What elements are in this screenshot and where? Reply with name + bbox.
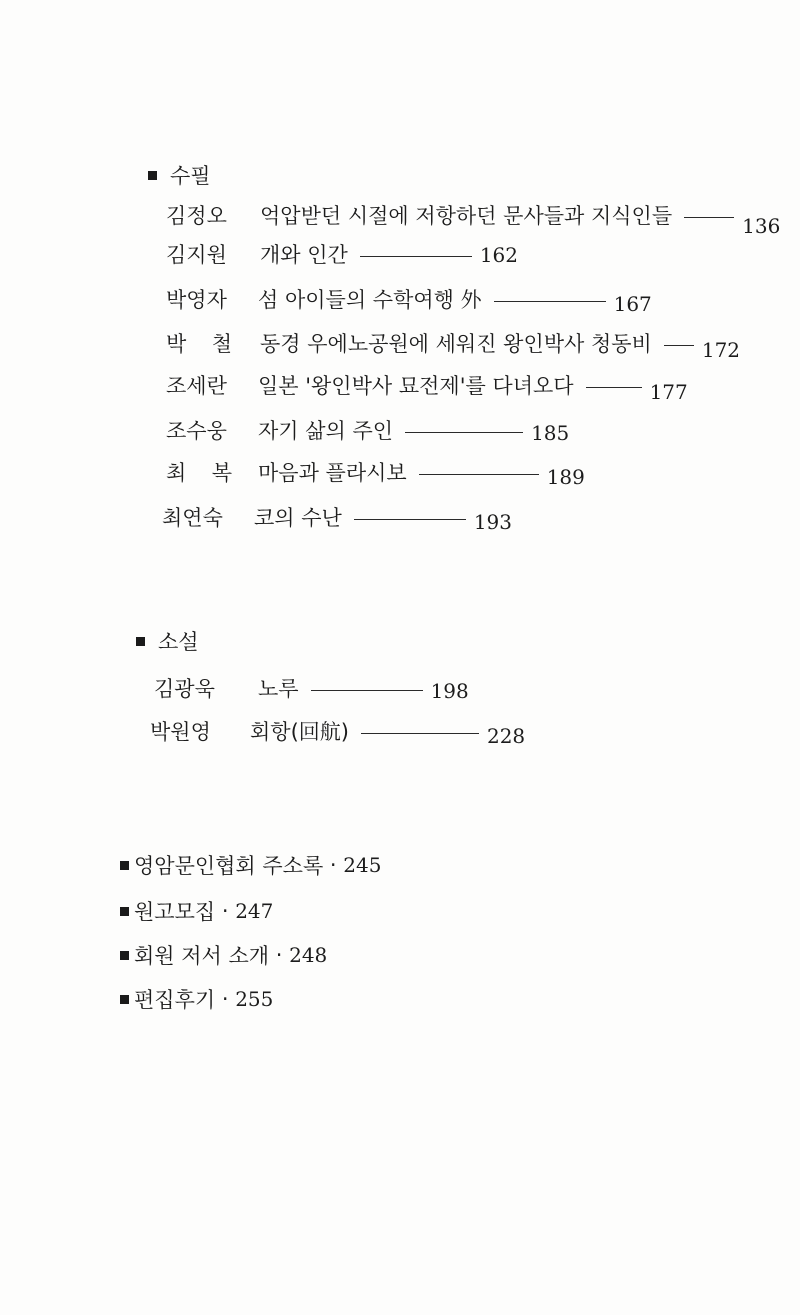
page-number: 198 bbox=[430, 679, 469, 703]
misc-item[interactable] bbox=[120, 940, 327, 970]
misc-label: 원고모집 bbox=[134, 900, 216, 924]
leader-line bbox=[586, 387, 642, 388]
page-number: 167 bbox=[613, 292, 652, 316]
page-number: 172 bbox=[701, 338, 741, 362]
author-name: 박원영 bbox=[150, 720, 211, 744]
misc-label: 회원 저서 소개 bbox=[134, 944, 270, 968]
section-heading-novel bbox=[136, 626, 199, 656]
separator-dot: · bbox=[215, 899, 236, 923]
section-title: 수필 bbox=[170, 164, 211, 188]
entry-title: 일본 '왕인박사 묘전제'를 다녀오다 bbox=[258, 374, 574, 398]
page-number: 228 bbox=[486, 724, 526, 748]
leader-line bbox=[419, 474, 539, 475]
entry-title: 섬 아이들의 수학여행 外 bbox=[258, 288, 482, 312]
entry-title: 자기 삶의 주인 bbox=[258, 419, 394, 443]
misc-item[interactable] bbox=[120, 984, 273, 1014]
square-bullet-icon bbox=[148, 171, 157, 180]
entry-title: 개와 인간 bbox=[260, 243, 348, 267]
leader-line bbox=[405, 432, 523, 433]
entry-title: 동경 우에노공원에 세워진 왕인박사 청동비 bbox=[260, 332, 652, 356]
square-bullet-icon bbox=[120, 907, 129, 916]
page-number: 247 bbox=[235, 899, 274, 923]
author-name: 김광욱 bbox=[154, 677, 215, 701]
leader-line bbox=[684, 217, 734, 218]
page-number: 245 bbox=[343, 853, 382, 877]
author-name: 조수웅 bbox=[166, 419, 227, 443]
page-number: 255 bbox=[235, 987, 274, 1011]
section-heading-essay bbox=[148, 160, 211, 190]
page-number: 177 bbox=[649, 380, 688, 404]
separator-dot: · bbox=[215, 987, 236, 1011]
author-name: 조세란 bbox=[166, 374, 227, 398]
page-number: 136 bbox=[742, 214, 781, 238]
author-name: 박영자 bbox=[166, 288, 227, 312]
page-number: 185 bbox=[531, 421, 570, 445]
square-bullet-icon bbox=[120, 951, 129, 960]
page-number: 248 bbox=[289, 943, 328, 967]
entry-title: 노루 bbox=[258, 677, 299, 701]
page-number: 162 bbox=[479, 243, 519, 267]
entry-title: 코의 수난 bbox=[254, 506, 342, 530]
leader-line bbox=[664, 345, 694, 346]
misc-label: 영암문인협회 주소록 bbox=[134, 854, 324, 878]
square-bullet-icon bbox=[136, 637, 145, 646]
entry-title: 마음과 플라시보 bbox=[258, 461, 407, 485]
author-name: 박 철 bbox=[166, 332, 232, 356]
leader-line bbox=[354, 519, 466, 520]
section-title: 소설 bbox=[158, 630, 199, 654]
author-name: 최 복 bbox=[166, 461, 232, 485]
separator-dot: · bbox=[323, 853, 344, 877]
leader-line bbox=[361, 733, 479, 734]
page-number: 193 bbox=[473, 510, 513, 534]
leader-line bbox=[494, 301, 606, 302]
entry-title: 회항(回航) bbox=[250, 720, 349, 744]
separator-dot: · bbox=[269, 943, 290, 967]
misc-label: 편집후기 bbox=[134, 988, 216, 1012]
leader-line bbox=[311, 690, 423, 691]
page-number: 189 bbox=[546, 465, 585, 489]
square-bullet-icon bbox=[120, 861, 129, 870]
author-name: 최연숙 bbox=[162, 506, 223, 530]
misc-item[interactable] bbox=[120, 896, 273, 926]
author-name: 김지원 bbox=[166, 243, 227, 267]
misc-item[interactable] bbox=[120, 850, 381, 880]
author-name: 김정오 bbox=[166, 204, 227, 228]
square-bullet-icon bbox=[120, 995, 129, 1004]
leader-line bbox=[360, 256, 472, 257]
entry-title: 억압받던 시절에 저항하던 문사들과 지식인들 bbox=[260, 204, 673, 228]
